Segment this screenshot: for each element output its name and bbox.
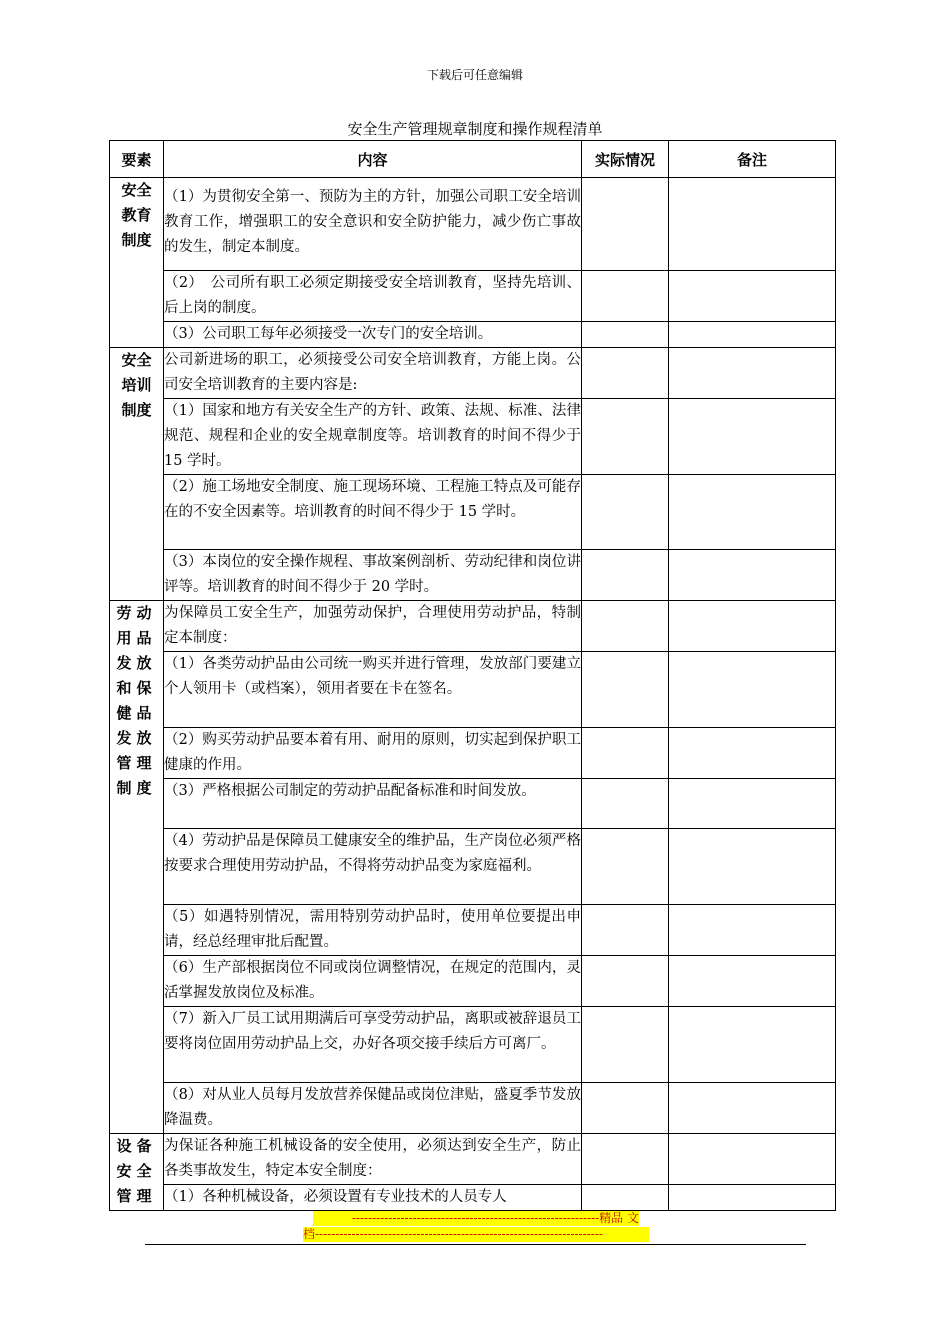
actual-cell (582, 1083, 669, 1134)
remarks-cell (669, 601, 836, 652)
category-label: 制度 (116, 779, 157, 797)
table-row (110, 178, 836, 271)
table-row (110, 399, 836, 475)
remarks-cell (669, 1083, 836, 1134)
actual-cell (582, 956, 669, 1007)
content-cell: （2）购买劳动护品要本着有用、耐用的原则，切实起到保护职工健康的作用。 (164, 728, 582, 779)
actual-cell (582, 475, 669, 550)
table-header-row (110, 141, 836, 178)
actual-cell (582, 322, 669, 348)
table-row (110, 652, 836, 728)
content-cell: 为保证各种施工机械设备的安全使用，必须达到安全生产，防止各类事故发生，特定本安全制度： (164, 1134, 582, 1185)
table-row (110, 1083, 836, 1134)
content-cell: （3）严格根据公司制定的劳动护品配备标准和时间发放。 (164, 779, 582, 829)
actual-cell (582, 1134, 669, 1185)
actual-cell (582, 905, 669, 956)
remarks-cell (669, 348, 836, 399)
table-row (110, 829, 836, 905)
remarks-cell (669, 1134, 836, 1185)
document-title: 安全生产管理规章制度和操作规程清单 (347, 120, 603, 138)
content-cell: （7）新入厂员工试用期满后可享受劳动护品，离职或被辞退员工要将岗位固用劳动护品上交，办好各项交接手续后方可离厂。 (164, 1007, 582, 1083)
header-note: 下载后可任意编辑 (426, 68, 523, 82)
content-cell: （1）各类劳动护品由公司统一购买并进行管理，发放部门要建立个人领用卡（或档案），领用者要在卡在签名。 (164, 652, 582, 728)
category-label: 管理 (116, 1187, 157, 1205)
remarks-cell (669, 271, 836, 322)
remarks-cell (669, 399, 836, 475)
content-cell: （2） 公司所有职工必须定期接受安全培训教育，坚持先培训、后上岗的制度。 (164, 271, 582, 322)
column-header-remarks: 备注 (669, 141, 836, 178)
actual-cell (582, 1185, 669, 1211)
content-cell: （2）施工场地安全制度、施工现场环境、工程施工特点及可能存在的不安全因素等。培训教育的时间不得少于 15 学时。 (164, 475, 582, 550)
category-label: 发放 (116, 729, 157, 747)
table-row (110, 905, 836, 956)
table-row (110, 601, 836, 652)
remarks-cell (669, 829, 836, 905)
table-row (110, 271, 836, 322)
content-cell: （8）对从业人员每月发放营养保健品或岗位津贴，盛夏季节发放降温费。 (164, 1083, 582, 1134)
remarks-cell (669, 178, 836, 271)
rules-table (109, 140, 836, 1211)
table-row (110, 322, 836, 348)
content-cell: 为保障员工安全生产，加强劳动保护，合理使用劳动护品，特制定本制度： (164, 601, 582, 652)
category-label: 健品 (116, 704, 157, 722)
table-row (110, 348, 836, 399)
category-label: 培训 (121, 376, 152, 394)
actual-cell (582, 178, 669, 271)
remarks-cell (669, 779, 836, 829)
content-cell: （6）生产部根据岗位不同或岗位调整情况，在规定的范围内，灵活掌握发放岗位及标准。 (164, 956, 582, 1007)
remarks-cell (669, 956, 836, 1007)
category-label: 安全 (116, 1162, 157, 1180)
table-row (110, 728, 836, 779)
footer-watermark-line: 档----------------------------------------------------------------------- (303, 1227, 649, 1242)
column-header-actual: 实际情况 (582, 141, 669, 178)
category-label: 安全 (121, 351, 152, 369)
footer-divider (145, 1244, 806, 1245)
remarks-cell (669, 550, 836, 601)
footer-watermark-line: -------------------------------------------------------------精品 文 (313, 1211, 639, 1226)
category-equipment-safety (110, 1134, 164, 1211)
actual-cell (582, 399, 669, 475)
table-row (110, 1185, 836, 1211)
table-row (110, 956, 836, 1007)
category-label: 和保 (116, 679, 157, 697)
category-label: 制度 (121, 231, 152, 249)
category-label: 管理 (116, 754, 157, 772)
remarks-cell (669, 1007, 836, 1083)
remarks-cell (669, 652, 836, 728)
remarks-cell (669, 322, 836, 348)
table-row (110, 550, 836, 601)
remarks-cell (669, 905, 836, 956)
content-cell: （3）本岗位的安全操作规程、事故案例剖析、劳动纪律和岗位讲评等。培训教育的时间不得少于 20 学时。 (164, 550, 582, 601)
category-label: 制度 (121, 401, 152, 419)
remarks-cell (669, 475, 836, 550)
content-cell: （1）国家和地方有关安全生产的方针、政策、法规、标准、法律规范、规程和企业的安全规章制度等。培训教育的时间不得少于 15 学时。 (164, 399, 582, 475)
category-label: 安全 (121, 181, 152, 199)
category-safety-education (110, 178, 164, 348)
column-header-content: 内容 (164, 141, 582, 178)
category-label: 发放 (116, 654, 157, 672)
actual-cell (582, 550, 669, 601)
table-row (110, 475, 836, 550)
category-label: 用品 (116, 629, 157, 647)
remarks-cell (669, 728, 836, 779)
actual-cell (582, 271, 669, 322)
actual-cell (582, 829, 669, 905)
category-label: 设备 (116, 1137, 157, 1155)
actual-cell (582, 652, 669, 728)
table-row (110, 779, 836, 829)
column-header-element: 要素 (110, 141, 164, 178)
content-cell: 公司新进场的职工，必须接受公司安全培训教育，方能上岗。公司安全培训教育的主要内容是: (164, 348, 582, 399)
table-row (110, 1134, 836, 1185)
category-label: 教育 (121, 206, 152, 224)
actual-cell (582, 348, 669, 399)
actual-cell (582, 601, 669, 652)
actual-cell (582, 1007, 669, 1083)
category-safety-training (110, 348, 164, 601)
actual-cell (582, 779, 669, 829)
content-cell: （1）为贯彻安全第一、预防为主的方针，加强公司职工安全培训教育工作，增强职工的安全意识和安全防护能力，减少伤亡事故的发生，制定本制度。 (164, 178, 582, 271)
content-cell: （1）各种机械设备，必须设置有专业技术的人员专人 (164, 1185, 582, 1211)
content-cell: （3）公司职工每年必须接受一次专门的安全培训。 (164, 322, 582, 348)
content-cell: （4）劳动护品是保障员工健康安全的维护品，生产岗位必须严格按要求合理使用劳动护品，不得将劳动护品变为家庭福利。 (164, 829, 582, 905)
table-row (110, 1007, 836, 1083)
category-label: 劳动 (116, 604, 157, 622)
actual-cell (582, 728, 669, 779)
content-cell: （5）如遇特别情况，需用特别劳动护品时，使用单位要提出申请，经总经理审批后配置。 (164, 905, 582, 956)
remarks-cell (669, 1185, 836, 1211)
category-labor-protection (110, 601, 164, 1134)
